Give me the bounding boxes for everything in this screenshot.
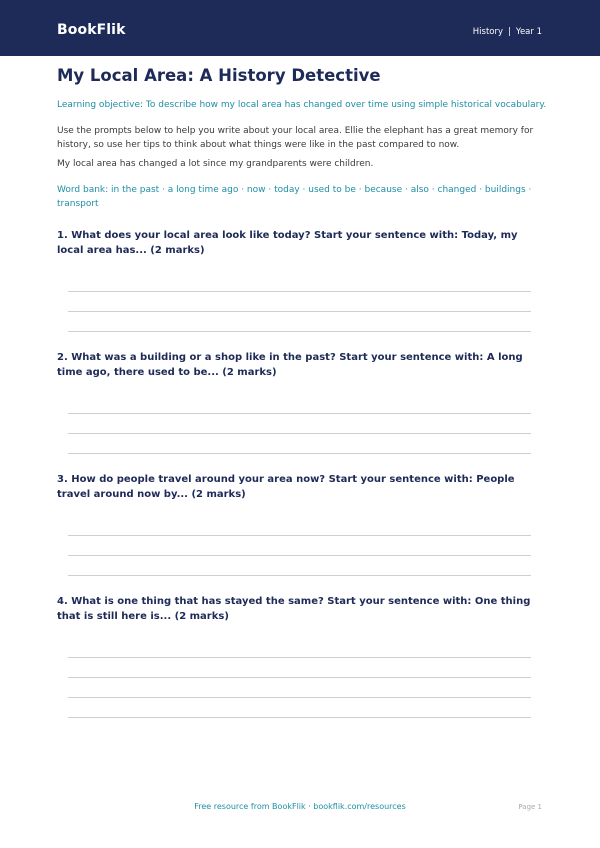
answer-line[interactable]: [68, 697, 531, 698]
answer-line[interactable]: [68, 657, 531, 658]
page-title: My Local Area: A History Detective: [57, 66, 381, 85]
question-3-text: 3. How do people travel around your area now? Start your sentence with: People travel around now by... (2 marks): [57, 474, 515, 500]
learning-objective: Learning objective: To describe how my local area has changed over time using simple historical vocabulary.: [57, 100, 547, 110]
page-header: [0, 0, 600, 56]
question-4-text: 4. What is one thing that has stayed the same? Start your sentence with: One thing that is still here is... (2 marks): [57, 596, 531, 622]
question-2-text: 2. What was a building or a shop like in the past? Start your sentence with: A long time ago, there used to be... (2 marks): [57, 352, 523, 378]
header-separator: |: [508, 27, 511, 37]
answer-line[interactable]: [68, 717, 531, 718]
page-number: Page 1: [518, 803, 542, 811]
question-1: [57, 229, 547, 258]
answer-line[interactable]: [68, 433, 531, 434]
intro-statement: My local area has changed a lot since my grandparents were children.: [57, 159, 374, 169]
footer-credit-link[interactable]: Free resource from BookFlik · bookflik.com/resources: [194, 802, 406, 811]
answer-line[interactable]: [68, 535, 531, 536]
answer-line[interactable]: [68, 311, 531, 312]
answer-line[interactable]: [68, 413, 531, 414]
answer-line[interactable]: [68, 291, 531, 292]
intro-paragraph: Use the prompts below to help you write about your local area. Ellie the elephant has a great memory for history, so use her tips to think about what things were like in the past compared to now.: [57, 126, 534, 150]
year-label: Year 1: [515, 27, 542, 37]
question-4: [57, 595, 547, 624]
question-1-text: 1. What does your local area look like today? Start your sentence with: Today, my local area has... (2 marks): [57, 230, 518, 256]
question-2: [57, 351, 547, 380]
brand-logo[interactable]: BookFlik: [57, 22, 126, 38]
question-3: [57, 473, 547, 502]
header-meta: [473, 27, 542, 37]
answer-line[interactable]: [68, 453, 531, 454]
answer-line[interactable]: [68, 677, 531, 678]
answer-line[interactable]: [68, 331, 531, 332]
answer-line[interactable]: [68, 555, 531, 556]
answer-line[interactable]: [68, 575, 531, 576]
word-bank: Word bank: in the past · a long time ago · now · today · used to be · because · also · changed · buildings · transport: [57, 185, 532, 209]
subject-label: History: [472, 27, 504, 37]
